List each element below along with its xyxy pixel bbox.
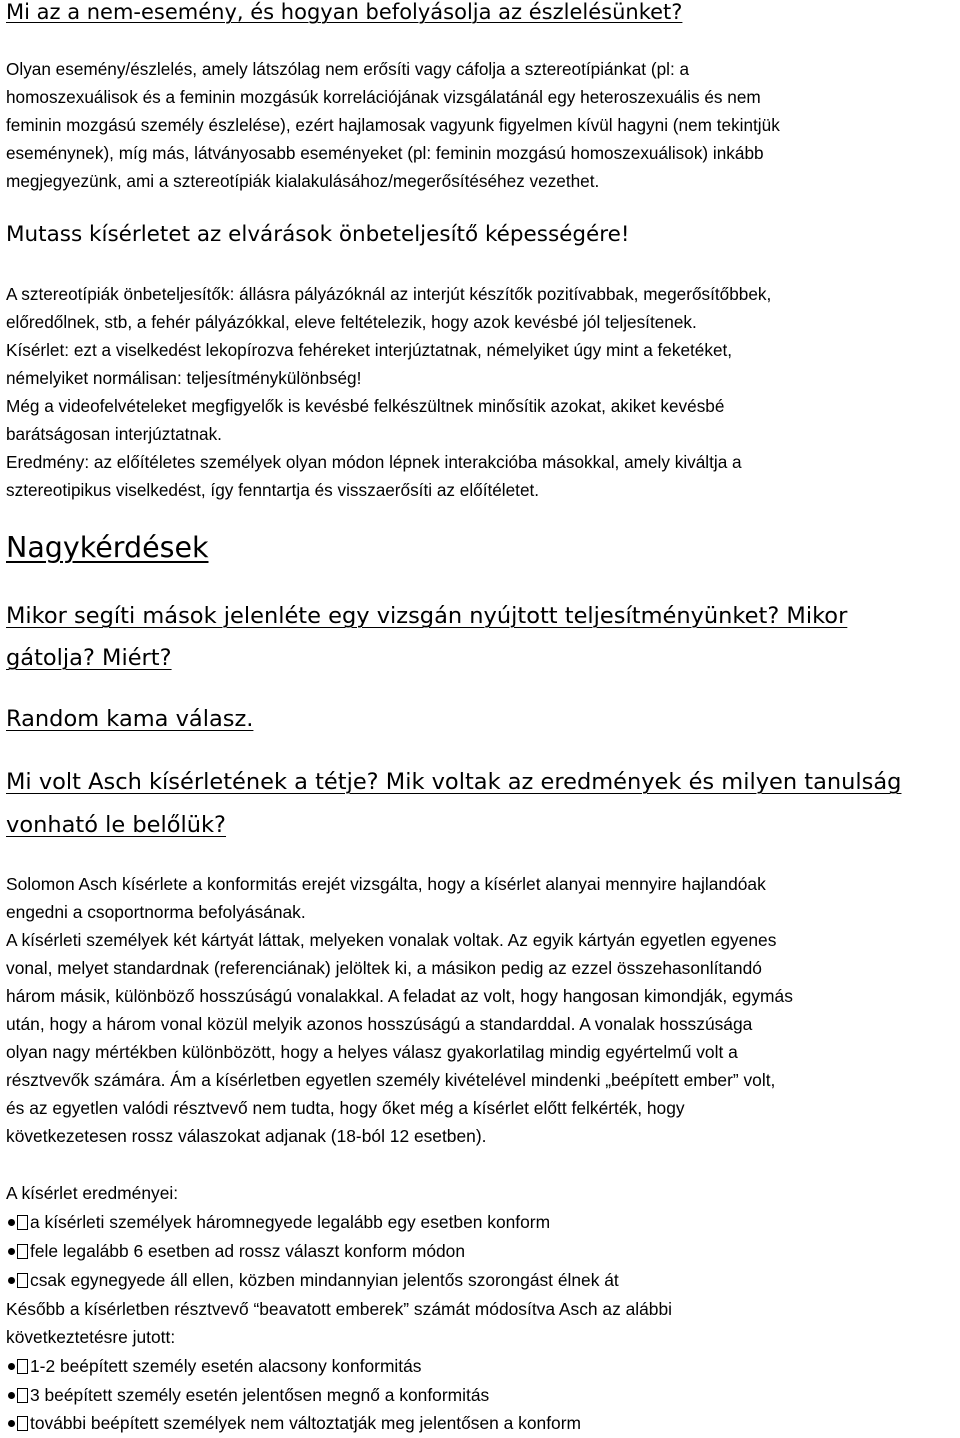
paragraph-line: barátságosan interjúztatnak.	[6, 424, 222, 444]
section-heading: Nagykérdések	[6, 531, 209, 564]
paragraph-line: után, hogy a három vonal közül melyik azonos hosszúságú a standarddal. A vonalak hosszúsága	[6, 1014, 753, 1034]
paragraph-line: Még a videofelvételeket megfigyelők is kevésbé felkészültnek minősítik azokat, akiket kevésbé	[6, 396, 725, 416]
paragraph-line: Eredmény: az előítéletes személyek olyan módon lépnek interakcióba másokkal, amely kiváltja a	[6, 452, 742, 472]
list-item: csak egynegyede áll ellen, közben mindannyian jelentős szorongást élnek át	[6, 1266, 619, 1295]
missing-glyph-icon	[17, 1273, 28, 1288]
paragraph-line: Később a kísérletben résztvevő “beavatott emberek” számát módosítva Asch az alábbi	[6, 1299, 673, 1319]
bullet-icon	[8, 1392, 15, 1399]
paragraph-line: eseménynek), míg más, látványosabb eseményeket (pl: feminin mozgású homoszexuálisok) inkább	[6, 143, 764, 163]
results-label: A kísérlet eredményei:	[6, 1183, 179, 1203]
question-line: gátolja? Miért?	[6, 645, 172, 671]
paragraph-line: Solomon Asch kísérlete a konformitás erejét vizsgálta, hogy a kísérlet alanyai mennyire hajlandóak	[6, 874, 766, 894]
paragraph-line: következtetésre jutott:	[6, 1327, 176, 1347]
question-line: Mi volt Asch kísérletének a tétje? Mik voltak az eredmények és milyen tanulság	[6, 769, 902, 795]
paragraph-line: A sztereotípiák önbeteljesítők: állásra pályázóknál az interjút készítők pozitívabbak, megerősítőbbek,	[6, 284, 772, 304]
missing-glyph-icon	[17, 1416, 28, 1431]
missing-glyph-icon	[17, 1215, 28, 1230]
paragraph-line: engedni a csoportnorma befolyásának.	[6, 902, 306, 922]
missing-glyph-icon	[17, 1359, 28, 1374]
bullet-icon	[8, 1277, 15, 1284]
list-item: további beépített személyek nem változtatják meg jelentősen a konform	[6, 1409, 581, 1438]
missing-glyph-icon	[17, 1244, 28, 1259]
paragraph-line: megjegyezünk, ami a sztereotípiák kialakulásához/megerősítéséhez vezethet.	[6, 171, 600, 191]
paragraph-line: résztvevők számára. Ám a kísérletben egyetlen személy kivételével mindenki „beépített ember” volt,	[6, 1070, 776, 1090]
bullet-icon	[8, 1248, 15, 1255]
paragraph-line: olyan nagy mértékben különbözött, hogy a helyes válasz gyakorlatilag mindig egyértelmű volt a	[6, 1042, 738, 1062]
paragraph-line: homoszexuálisok és a feminin mozgásúk korrelációjának vizsgálatánál egy heteroszexuális és nem	[6, 87, 761, 107]
paragraph-line: Kísérlet: ezt a viselkedést lekopírozva fehéreket interjúztatnak, némelyiket úgy mint a feketéket,	[6, 340, 733, 360]
paragraph-line: feminin mozgású személy észlelése), ezért hajlamosak vagyunk figyelmen kívül hagyni (nem tekintjük	[6, 115, 780, 135]
question-line: vonható le belőlük?	[6, 812, 227, 838]
paragraph-line: némelyiket normálisan: teljesítménykülönbség!	[6, 368, 362, 388]
paragraph-line: előredőlnek, stb, a fehér pályázókkal, eleve feltételezik, hogy azok kevésbé jól teljesítenek.	[6, 312, 697, 332]
list-item: 3 beépített személy esetén jelentősen megnő a konformitás	[6, 1381, 489, 1410]
subheading: Mutass kísérletet az elvárások önbeteljesítő képességére!	[6, 222, 630, 247]
paragraph-line: és az egyetlen valódi résztvevő nem tudta, hogy őket még a kísérlet előtt felkérték, hogy	[6, 1098, 685, 1118]
page-title: Mi az a nem-esemény, és hogyan befolyásolja az észlelésünket?	[6, 0, 683, 24]
question-line: Mikor segíti mások jelenléte egy vizsgán nyújtott teljesítményünket? Mikor	[6, 603, 848, 629]
bullet-icon	[8, 1219, 15, 1226]
list-item: fele legalább 6 esetben ad rossz választ konform módon	[6, 1237, 465, 1266]
bullet-icon	[8, 1363, 15, 1370]
paragraph-line: sztereotipikus viselkedést, így fenntartja és visszaerősíti az előítéletet.	[6, 480, 540, 500]
paragraph-line: A kísérleti személyek két kártyát láttak, melyeken vonalak voltak. Az egyik kártyán egyetlen egyenes	[6, 930, 777, 950]
missing-glyph-icon	[17, 1388, 28, 1403]
paragraph-line: következetesen rossz válaszokat adjanak (18-ból 12 esetben).	[6, 1126, 487, 1146]
bullet-icon	[8, 1420, 15, 1427]
list-item: 1-2 beépített személy esetén alacsony konformitás	[6, 1352, 422, 1381]
paragraph-line: Olyan esemény/észlelés, amely látszólag nem erősíti vagy cáfolja a sztereotípiánkat (pl: a	[6, 59, 690, 79]
paragraph-line: vonal, melyet standardnak (referenciának) jelöltek ki, a másikon pedig az ezzel összehasonlítandó	[6, 958, 762, 978]
question-answer: Random kama válasz.	[6, 706, 254, 732]
paragraph-line: három másik, különböző hosszúságú vonalakkal. A feladat az volt, hogy hangosan kimondják, egymás	[6, 986, 793, 1006]
list-item: a kísérleti személyek háromnegyede legalább egy esetben konform	[6, 1208, 550, 1237]
